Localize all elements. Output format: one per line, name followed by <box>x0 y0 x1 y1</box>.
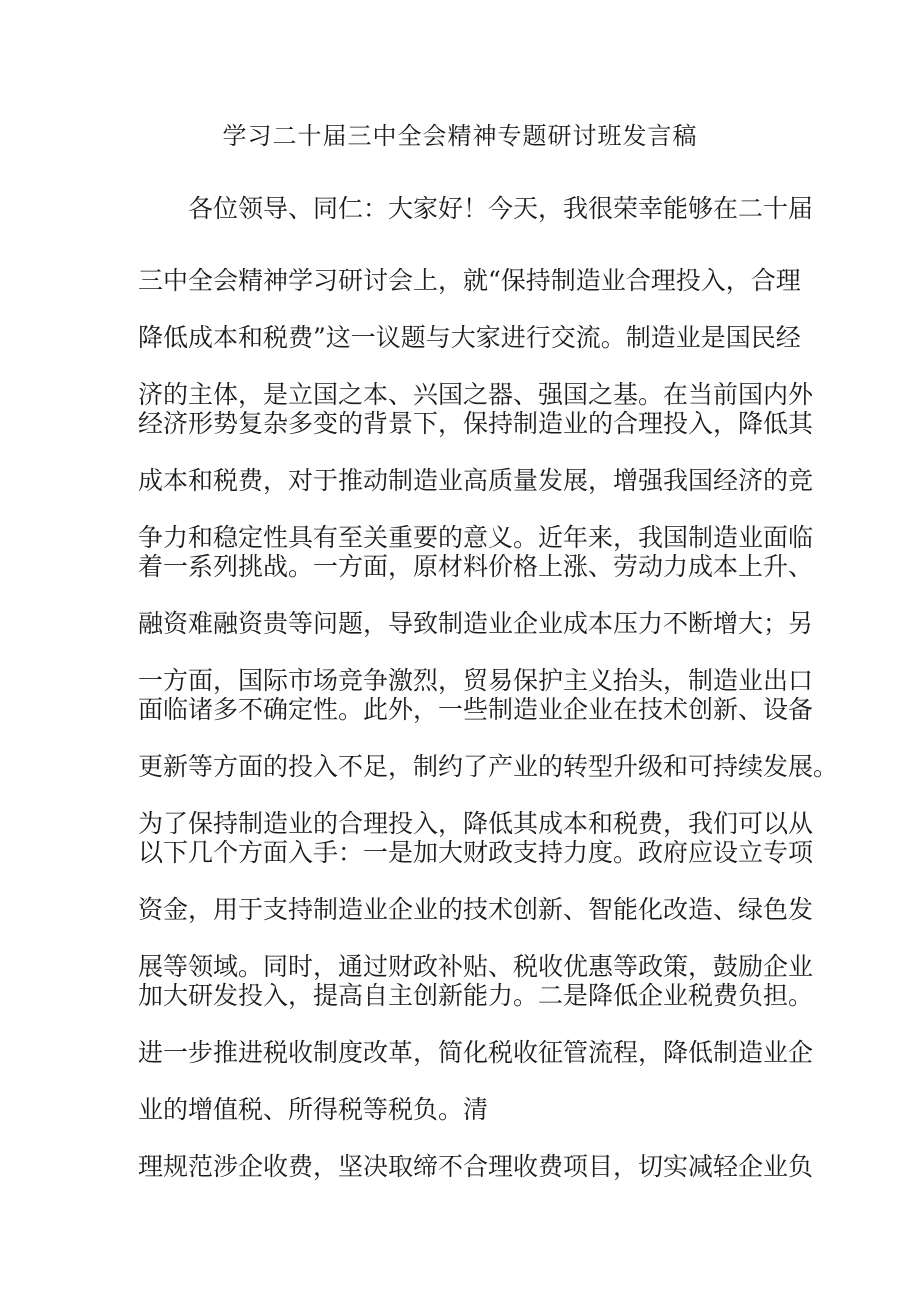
body-line-10: 一方面，国际市场竞争激烈，贸易保护主义抬头，制造业出口 <box>138 666 814 695</box>
body-line-11: 面临诸多不确定性。此外，一些制造业企业在技术创新、设备 <box>138 695 814 724</box>
body-line-4: 济的主体，是立国之本、兴国之器、强国之基。在当前国内外 <box>138 380 814 409</box>
body-line-3: 降低成本和税费”这一议题与大家进行交流。制造业是国民经 <box>138 323 801 352</box>
body-line-6: 成本和税费，对于推动制造业高质量发展，增强我国经济的竞 <box>138 466 814 495</box>
body-line-2: 三中全会精神学习研讨会上，就“保持制造业合理投入，合理 <box>138 266 801 295</box>
body-line-15: 资金，用于支持制造业企业的技术创新、智能化改造、绿色发 <box>138 895 814 924</box>
body-line-5: 经济形势复杂多变的背景下，保持制造业的合理投入，降低其 <box>138 409 814 438</box>
document-title: 学习二十届三中全会精神专题研讨班发言稿 <box>222 122 698 150</box>
body-line-18: 进一步推进税收制度改革，简化税收征管流程，降低制造业企 <box>138 1038 814 1067</box>
body-line-13: 为了保持制造业的合理投入，降低其成本和税费，我们可以从 <box>138 809 814 838</box>
body-line-7: 争力和稳定性具有至关重要的意义。近年来，我国制造业面临 <box>138 523 814 552</box>
body-line-8: 着一系列挑战。一方面，原材料价格上涨、劳动力成本上升、 <box>138 552 814 581</box>
body-line-20: 理规范涉企收费，坚决取缔不合理收费项目，切实减轻企业负 <box>138 1152 814 1181</box>
body-line-1: 各位领导、同仁：大家好！今天，我很荣幸能够在二十届 <box>188 194 814 223</box>
body-line-17: 加大研发投入，提高自主创新能力。二是降低企业税费负担。 <box>138 981 814 1010</box>
body-line-12: 更新等方面的投入不足，制约了产业的转型升级和可持续发展。 <box>138 752 839 781</box>
body-line-14: 以下几个方面入手：一是加大财政支持力度。政府应设立专项 <box>138 838 814 867</box>
body-line-16: 展等领域。同时，通过财政补贴、税收优惠等政策，鼓励企业 <box>138 952 814 981</box>
body-line-9: 融资难融资贵等问题，导致制造业企业成本压力不断增大；另 <box>138 609 814 638</box>
body-line-19: 业的增值税、所得税等税负。清 <box>138 1095 489 1124</box>
